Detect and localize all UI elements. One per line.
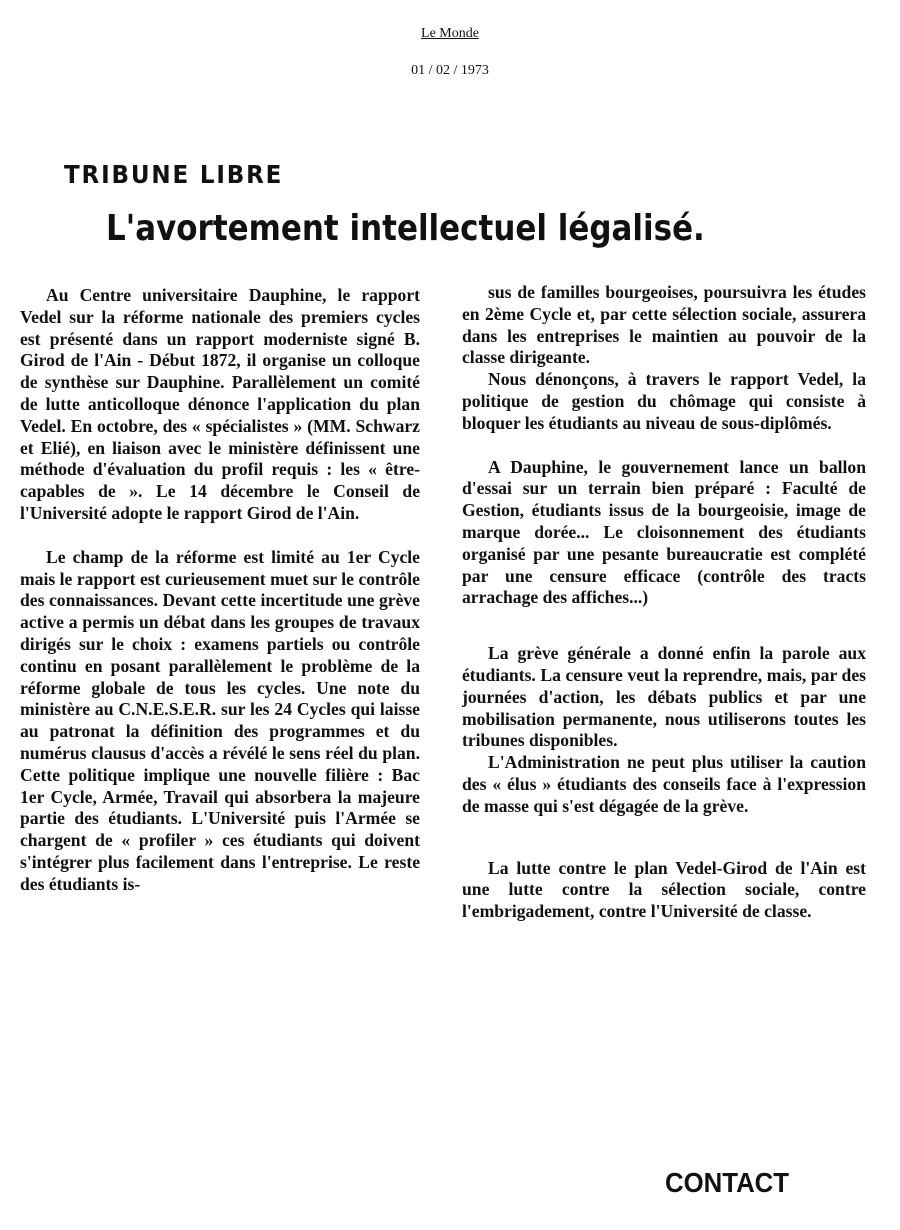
section-rubric: TRIBUNE LIBRE: [64, 160, 284, 189]
paragraph: sus de familles bourgeoises, poursuivra les études en 2ème Cycle et, par cette sélection sociale, assurera dans les entreprises le maintien au pouvoir de la classe dirigeante.: [462, 282, 866, 368]
paragraph: A Dauphine, le gouvernement lance un ballon d'essai sur un terrain bien préparé : Faculté de Gestion, étudiants issus de la bourgeoisie, image de marque dorée... Le cloisonnement des étudiants organisé par une pesante bureaucratie est complété par une censure efficace (contrôle des tracts arrachage des affiches...): [462, 456, 866, 608]
paragraph: Le champ de la réforme est limité au 1er Cycle mais le rapport est curieusement muet sur le contrôle des connaissances. Devant cette incertitude une grève active a permis un débat dans les groupes de travaux dirigés sur le choix : examens partiels ou contrôle continu en posant parallèlement le problème de la réforme globale de tous les cycles. Une note du ministère au C.N.E.S.E.R. sur les 24 Cycles qui laisse au patronat la définition des programmes et du numérus clausus d'accès a révélé le sens réel du plan. Cette politique implique une nouvelle filière : Bac 1er Cycle, Armée, Travail qui absorbera la majeure partie des étudiants. L'Université puis l'Armée se chargent de « profiler » ces étudiants qui doivent s'intégrer plus facilement dans l'entreprise. Le reste des étudiants is-: [20, 546, 420, 894]
article-signature: CONTACT: [665, 1167, 790, 1198]
newspaper-name: Le Monde: [421, 26, 479, 41]
article-headline: L'avortement intellectuel légalisé.: [106, 208, 705, 249]
paragraph: La grève générale a donné enfin la parole aux étudiants. La censure veut la reprendre, mais, par des journées d'action, les débats publics et par une mobilisation permanente, nous utiliserons toutes les tribunes disponibles.: [462, 643, 866, 751]
paragraph: L'Administration ne peut plus utiliser la caution des « élus » étudiants des conseils face à l'expression de masse qui s'est dégagée de la grève.: [462, 752, 866, 816]
right-column: [462, 282, 866, 923]
paragraph: Nous dénonçons, à travers le rapport Vedel, la politique de gestion du chômage qui consiste à bloquer les étudiants au niveau de sous-diplômés.: [462, 369, 866, 433]
paragraph: La lutte contre le plan Vedel-Girod de l'Ain est une lutte contre la sélection sociale, contre l'embrigadement, contre l'Université de classe.: [462, 857, 866, 922]
left-column: [20, 285, 420, 896]
paragraph: Au Centre universitaire Dauphine, le rapport Vedel sur la réforme nationale des premiers cycles est présenté dans un rapport moderniste signé B. Girod de l'Ain - Début 1872, il organise un colloque de synthèse sur Dauphine. Parallèlement un comité de lutte anticolloque dénonce l'application du plan Vedel. En octobre, des « spécialistes » (MM. Schwarz et Elié), en liaison avec le ministère définissent une méthode d'évaluation du profil requis : les « être-capables de ». Le 14 décembre le Conseil de l'Université adopte le rapport Girod de l'Ain.: [20, 285, 420, 523]
publication-date: 01 / 02 / 1973: [411, 63, 489, 78]
